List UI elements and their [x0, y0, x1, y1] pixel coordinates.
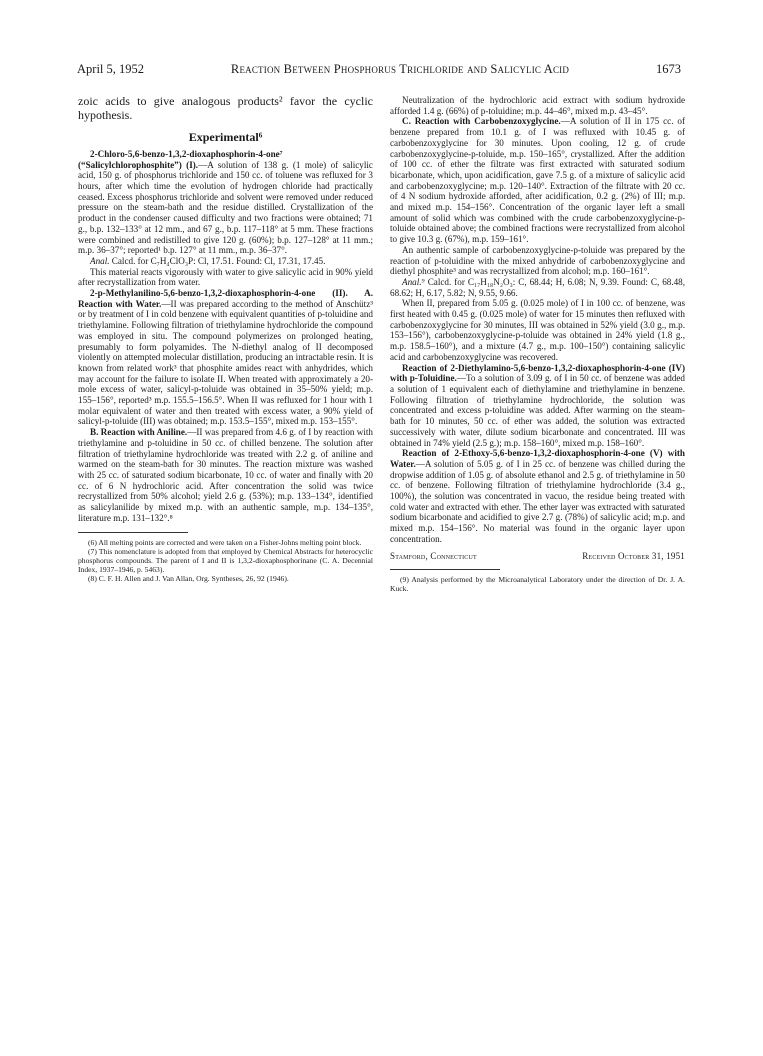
paragraph-hydrolysis: This material reacts vigorously with water to give salicylic acid in 90% yield after recrystallization from water.: [78, 266, 373, 288]
author-location: Stamford, Connecticut: [390, 550, 477, 561]
page-number: 1673: [656, 62, 681, 76]
paragraph-diethylamino: [390, 363, 685, 449]
diethylamino-title: Reaction of 2-Diethylamino-5,6-benzo-1,3,2-dioxaphosphorin-4-one (IV) with p-Toluidine.: [390, 362, 685, 384]
paragraph-authentic-sample: An authentic sample of carbobenzoxyglycine-p-toluide was prepared by the reaction of p-toluidine with the mixed anhydride of carbobenzoxyglycine and diethyl phosphite³ and was recrystallized from alcohol; m.p. 160–161°.: [390, 244, 685, 277]
header-title: Reaction Between Phosphorus Trichloride and Salicylic Acid: [230, 62, 570, 76]
lead-paragraph: zoic acids to give analogous products² favor the cyclic hypothesis.: [78, 94, 373, 122]
analysis-compound-i: [78, 256, 373, 267]
footnote-7: (7) This nomenclature is adopted from that employed by Chemical Abstracts for heterocyclic phosphorus compounds. The parent of I and II is 1,3,2-dioxaphosphorinane (C. A. Decennial Index, 1937–1946, p. 5463).: [78, 546, 373, 575]
compound-i-title: 2-Chloro-5,6-benzo-1,3,2-dioxaphosphorin-4-one⁷ (“Salicylchlorophosphite”) (I).: [78, 148, 283, 170]
paragraph-carbobenzoxyglycine: [390, 116, 685, 244]
right-column: [390, 95, 685, 594]
paragraph-compound-i: [78, 149, 373, 256]
footnote-6: (6) All melting points are corrected and were taken on a Fisher-Johns melting point block.: [88, 537, 362, 547]
compound-ii-title: 2-p-Methylanilino-5,6-benzo-1,3,2-dioxaphosphorin-4-one (II). A. Reaction with Water.: [78, 288, 373, 309]
received-date: Received October 31, 1951: [582, 550, 685, 561]
received-line: [390, 551, 685, 562]
anal-body: Calcd. for C₇H₄ClO₃P: Cl, 17.51. Found: Cl, 17.31, 17.45.: [111, 255, 326, 266]
aniline-title: B. Reaction with Aniline.: [90, 427, 188, 438]
paragraph-compound-ii: [78, 288, 373, 427]
compound-ii-body: —II was prepared according to the method of Anschütz³ or by treatment of I in cold benzene with equivalent quantities of p-toluidine and triethylamine. Following filtration of triethylamine hydrochloride the compound was employed in situ. The compound polymerizes on prolonged heating, presumably to form polyamides. The N-diethyl analog of II decomposed violently on attempted molecular distillation, producing an intractable resin. It is known from related work³ that phosphite amides react with anhydrides, which may account for the failure to isolate II. When treated with approximately a 20-mole excess of water, salicyl-p-toluide was obtained in 35–50% yield; m.p. 155–156°, reported³ m.p. 155.5–156.5°. When II was refluxed for 1 hour with 1 molar equivalent of water and then treated with excess water, a 90% yield of salicyl-p-toluide (III) was obtained; m.p. 153.5–155°, mixed m.p. 153–155°.: [78, 298, 373, 427]
carbobenzoxyglycine-title: C. Reaction with Carbobenzoxyglycine.: [402, 116, 561, 127]
paragraph-ethoxy: [390, 448, 685, 544]
left-column: [78, 95, 373, 584]
header-date: April 5, 1952: [77, 62, 145, 76]
paragraph-aniline: [78, 427, 373, 523]
paragraph-neutralization: Neutralization of the hydrochloric acid extract with sodium hydroxide afforded 1.4 g. (66%) of p-toluidine; m.p. 44–46°, mixed m.p. 43–45°.: [390, 95, 685, 116]
aniline-body: —II was prepared from 4.6 g. of I by reaction with triethylamine and p-toluidine in 50 cc. of chilled benzene. The solution after filtration of triethylamine hydrochloride was treated with 2.2 g. of aniline and warmed on the steam-bath for 30 minutes. The reaction mixture was washed with 25 cc. of saturated sodium bicarbonate, 10 cc. of water and finally with 20 cc. of 6 N hydrochloric acid. After concentration the solid was twice recrystallized from 50% alcohol; yield 2.6 g. (53%); m.p. 133–134°, identified as salicylanilide by mixed m.p. with an authentic sample, m.p. 134–135°, literature m.p. 131–132°.⁸: [78, 427, 373, 523]
footnote-9: (9) Analysis performed by the Microanalytical Laboratory under the direction of Dr. J. A. Kuck.: [390, 575, 685, 594]
anal-label: Anal.: [90, 255, 110, 266]
anal-label-right: Anal.⁹: [402, 276, 425, 287]
anal-body-right: Calcd. for C₁₇H₁₈N₂O₃: C, 68.44; H, 6.08; N, 9.39. Found: C, 68.48, 68.62; H, 6.17, 5.82; N, 9.55, 9.66.: [390, 276, 686, 298]
footnote-rule-right: [390, 569, 500, 570]
diethylamino-body: —To a solution of 3.09 g. of I in 50 cc. of benzene was added a solution of 1 equivalent each of diethylamine and triethylamine in benzene. Following filtration of triethylamine hydrochloride, the solution was concentrated and excess p-toluidine was added. After warming on the steam-bath for 10 minutes, 50 cc. of ether was added, the solution was extracted successively with water, dilute sodium bicarbonate and concentrated. III was obtained in 74% yield (2.5 g.); m.p. 158–160°, mixed m.p. 158–160°.: [390, 373, 685, 448]
ethoxy-title: Reaction of 2-Ethoxy-5,6-benzo-1,3,2-dioxaphosphorin-4-one (V) with Water.: [390, 448, 685, 469]
compound-i-body: —A solution of 138 g. (1 mole) of salicylic acid, 150 g. of phosphorus trichloride and 150 cc. of toluene was refluxed for 3 hours, after which time the evolution of hydrogen chloride had practically ceased. Excess phosphorus trichloride and solvent were removed under reduced pressure on the steam-bath and the residue distilled. Crystallization of the product in the condenser caused difficulty and two fractions were obtained; 71 g., b.p. 132–133° at 12 mm., and 67 g., b.p. 117–118° at 5 mm. These fractions were combined and redistilled to give 120 g. (60%); b.p. 127–128° at 11 mm.; m.p. 36–37°; reported¹ b.p. 127° at 11 mm., m.p. 36–37°.: [78, 159, 373, 256]
running-header: [77, 62, 681, 78]
ethoxy-body: —A solution of 5.05 g. of I in 25 cc. of benzene was chilled during the dropwise addition of 1.05 g. of absolute ethanol and 2.5 g. of triethylamine in 50 cc. of benzene. Following filtration of triethylamine hydrochloride (3.4 g., 100%), the solution was concentrated in vacuo, the residue being treated with cold water and extracted with ether. The ether layer was extracted with saturated sodium bicarbonate and acidified to give 2.7 g. (78%) of salicylic acid; m.p. and mixed m.p. 154–156°. No material was found in the organic layer upon concentration.: [390, 458, 685, 544]
footnote-8: (8) C. F. H. Allen and J. Van Allan, Org. Syntheses, 26, 92 (1946).: [88, 574, 289, 584]
carbobenzoxyglycine-body: —A solution of II in 175 cc. of benzene prepared from 10.1 g. of I was refluxed with 10.45 g. of carbobenzoxyglycine for 30 minutes. Upon cooling, 12 g. of crude carbobenzoxyglycine-p-toluide, m.p. 150–165°, crystallized. After the addition of 100 cc. of ether the filtrate was first extracted with saturated sodium bicarbonate, which, upon acidification, gave 7.5 g. of a mixture of salicylic acid and carbobenzoxyglycine; m.p. 120–140°. Extraction of the filtrate with 20 cc. of 4 N sodium hydroxide afforded, after acidification, 0.2 g. (2%) of III; m.p. and mixed m.p. 154–156°. Concentration of the organic layer left a small amount of solid which was combined with the crude carbobenzoxyglycine-p-toluide obtained above; the combined fractions were recrystallized from alcohol to give 10.3 g. (67%), m.p. 159–161°.: [390, 116, 685, 245]
footnote-rule: [78, 532, 188, 533]
paragraph-water-heating: When II, prepared from 5.05 g. (0.025 mole) of I in 100 cc. of benzene, was first heated with 0.45 g. (0.025 mole) of water for 15 minutes then refluxed with carbobenzoxyglycine for 30 minutes, III was obtained in 52% yield (3.0 g., m.p. 153–156°), carbobenzoxyglycine-p-toluide was obtained in 24% yield (1.8 g., m.p. 158.5–160°), and a mixture (4.7 g., m.p. 100–150°) containing salicylic acid and carbobenzoxyglycine was recovered.: [390, 298, 685, 362]
section-heading: Experimental⁶: [188, 130, 263, 145]
analysis-toluide: [390, 277, 685, 298]
